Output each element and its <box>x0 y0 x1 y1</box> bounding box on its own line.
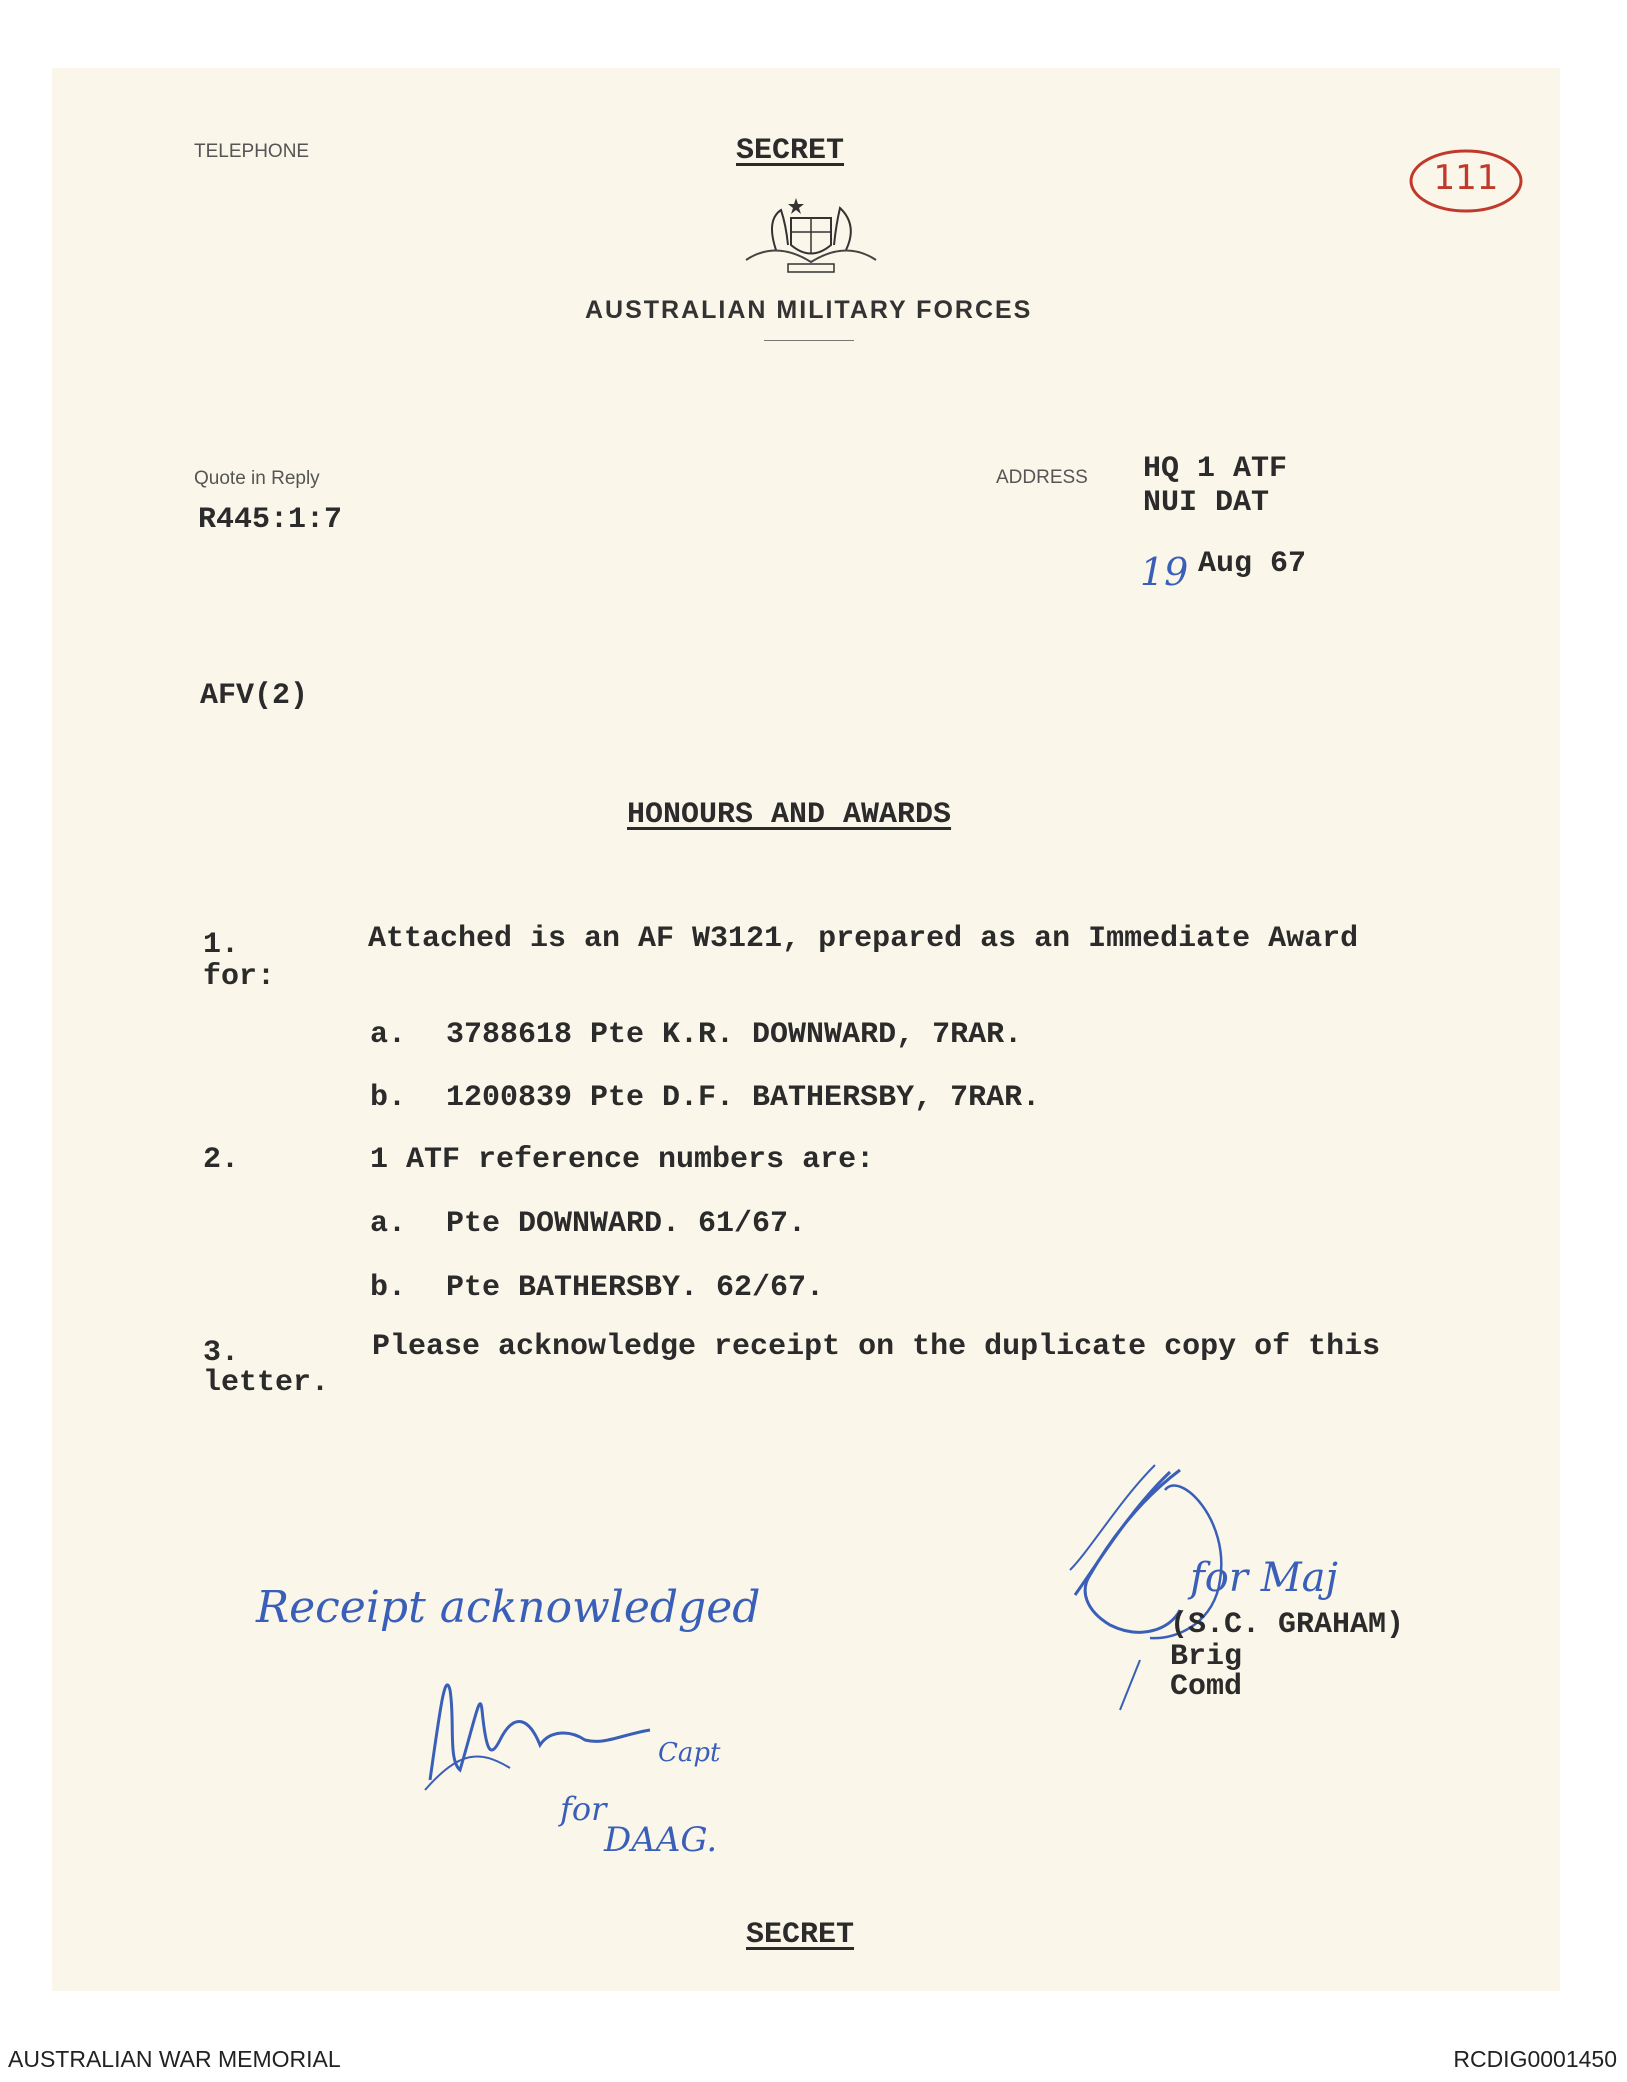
para1-item-a-letter: a. <box>370 1018 407 1052</box>
para2-number: 2. <box>203 1143 240 1177</box>
address-line2: NUI DAT <box>1143 486 1270 520</box>
para3-number: 3. <box>203 1336 240 1370</box>
signature-rank: Brig <box>1170 1640 1243 1674</box>
file-number: 111 <box>1433 158 1499 198</box>
signature-name: (S.C. GRAHAM) <box>1170 1608 1405 1642</box>
addressee: AFV(2) <box>200 679 309 713</box>
receipt-signature <box>420 1650 680 1800</box>
date-typed: Aug 67 <box>1198 547 1307 581</box>
org-name: AUSTRALIAN MILITARY FORCES <box>585 296 1033 324</box>
para2-text: 1 ATF reference numbers are: <box>370 1143 875 1177</box>
para1-item-a-text: 3788618 Pte K.R. DOWNWARD, 7RAR. <box>446 1018 1023 1052</box>
receipt-office: DAAG. <box>604 1820 718 1860</box>
para3-cont: letter. <box>203 1366 330 1400</box>
receipt-rank: Capt <box>658 1738 721 1768</box>
signature-handwritten-note: for Maj <box>1190 1555 1338 1601</box>
para3-text: Please acknowledge receipt on the duplicate copy of this <box>372 1330 1381 1364</box>
receipt-acknowledged-note: Receipt acknowledged <box>256 1582 761 1633</box>
quote-label: Quote in Reply <box>194 468 320 489</box>
para2-item-a-text: Pte DOWNWARD. 61/67. <box>446 1207 807 1241</box>
subject-heading: HONOURS AND AWARDS <box>627 798 952 832</box>
date-handwritten: 19 <box>1140 550 1189 594</box>
telephone-label: TELEPHONE <box>194 141 310 162</box>
address-line1: HQ 1 ATF <box>1143 452 1288 486</box>
address-label: ADDRESS <box>996 467 1088 488</box>
letterhead-rule <box>764 340 854 341</box>
quote-value: R445:1:7 <box>198 503 343 537</box>
receipt-for-word: for <box>560 1790 607 1828</box>
signature-appointment: Comd <box>1170 1670 1243 1704</box>
footer-item-id: RCDIG0001450 <box>1453 2046 1617 2072</box>
para1-text: Attached is an AF W3121, prepared as an Immediate Award <box>368 922 1359 956</box>
para2-item-b-text: Pte BATHERSBY. 62/67. <box>446 1271 825 1305</box>
para1-cont: for: <box>203 960 276 994</box>
para1-item-b-text: 1200839 Pte D.F. BATHERSBY, 7RAR. <box>446 1081 1041 1115</box>
classification-top: SECRET <box>736 134 845 168</box>
para2-item-b-letter: b. <box>370 1271 407 1305</box>
coat-of-arms-emblem <box>736 190 886 280</box>
para1-number: 1. <box>203 928 240 962</box>
footer-archive-name: AUSTRALIAN WAR MEMORIAL <box>8 2046 341 2072</box>
para2-item-a-letter: a. <box>370 1207 407 1241</box>
para1-item-b-letter: b. <box>370 1081 407 1115</box>
classification-bottom: SECRET <box>746 1918 855 1952</box>
